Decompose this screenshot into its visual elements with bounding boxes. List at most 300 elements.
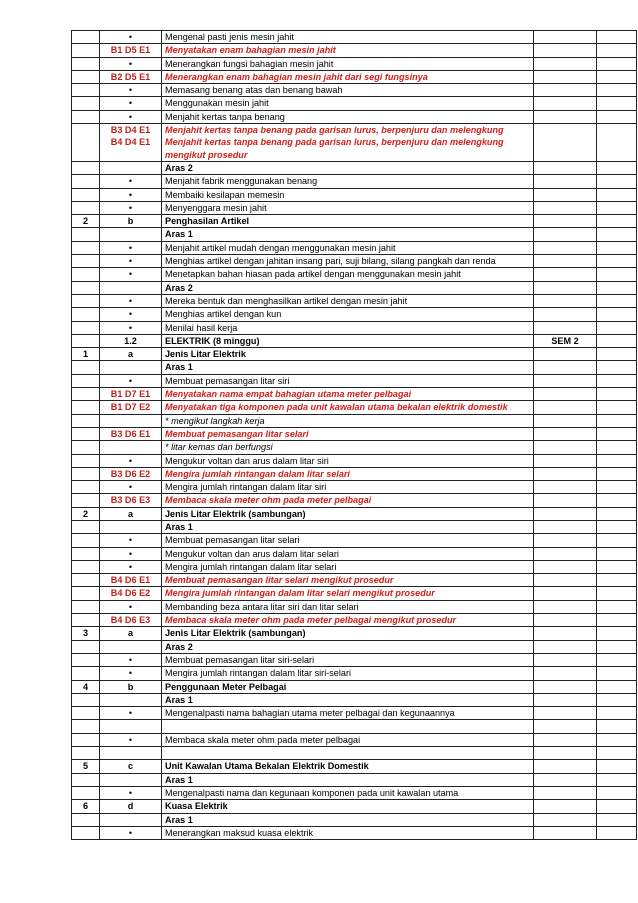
table-row	[72, 760, 637, 773]
table-row	[72, 441, 637, 454]
row-extra-cell	[597, 693, 637, 706]
row-code-cell	[100, 520, 162, 533]
row-description-cell: Memasang benang atas dan benang bawah	[162, 84, 534, 97]
row-extra-cell	[597, 653, 637, 666]
row-description-cell: Membuat pemasangan litar selari	[162, 534, 534, 547]
row-extra-cell	[597, 454, 637, 467]
row-extra-cell	[597, 57, 637, 70]
row-description-cell: Membaca skala meter ohm pada meter pelbagai mengikut prosedur	[162, 614, 534, 627]
row-semester-cell	[534, 321, 597, 334]
row-description-cell: Mengenalpasti nama dan kegunaan komponen pada unit kawalan utama	[162, 786, 534, 799]
row-description-cell: Menyatakan nama empat bahagian utama meter pelbagai	[162, 388, 534, 401]
row-description-cell: Mengenalpasti nama bahagian utama meter pelbagai dan kegunaannya	[162, 707, 534, 720]
row-semester-cell	[534, 348, 597, 361]
row-description-cell: Menilai hasil kerja	[162, 321, 534, 334]
row-semester-cell	[534, 786, 597, 799]
row-number-cell	[72, 467, 100, 480]
row-number-cell	[72, 494, 100, 507]
row-description-cell: Aras 1	[162, 693, 534, 706]
row-semester-cell	[534, 826, 597, 839]
row-description-cell: Mengira jumlah rintangan dalam litar siri	[162, 481, 534, 494]
row-code-cell: •	[100, 57, 162, 70]
row-semester-cell	[534, 534, 597, 547]
table-row	[72, 97, 637, 110]
row-extra-cell	[597, 201, 637, 214]
row-extra-cell	[597, 800, 637, 813]
row-extra-cell	[597, 414, 637, 427]
table-row	[72, 84, 637, 97]
row-number-cell	[72, 334, 100, 347]
table-row	[72, 308, 637, 321]
row-description-cell: Menyatakan enam bahagian mesin jahit	[162, 44, 534, 57]
table-row	[72, 826, 637, 839]
row-code-cell: d	[100, 800, 162, 813]
row-semester-cell	[534, 800, 597, 813]
row-semester-cell	[534, 494, 597, 507]
row-extra-cell	[597, 560, 637, 573]
row-semester-cell	[534, 441, 597, 454]
row-number-cell	[72, 720, 100, 733]
table-row	[72, 574, 637, 587]
row-semester-cell	[534, 467, 597, 480]
row-description-cell: Menjahit kertas tanpa benang pada garisan lurus, berpenjuru dan melengkung Menjahit kertas tanpa benang pada garisan lurus, berpenjuru dan melengkung mengikut prosedur	[162, 124, 534, 162]
row-extra-cell	[597, 188, 637, 201]
table-row	[72, 627, 637, 640]
row-extra-cell	[597, 733, 637, 746]
table-row	[72, 747, 637, 760]
row-number-cell	[72, 97, 100, 110]
row-extra-cell	[597, 773, 637, 786]
table-row	[72, 175, 637, 188]
row-extra-cell	[597, 680, 637, 693]
row-description-cell: Aras 2	[162, 640, 534, 653]
row-description-cell: Menjahit kertas tanpa benang	[162, 110, 534, 123]
table-row	[72, 667, 637, 680]
row-code-cell: •	[100, 454, 162, 467]
row-code-cell: •	[100, 600, 162, 613]
row-number-cell	[72, 441, 100, 454]
table-row	[72, 560, 637, 573]
row-extra-cell	[597, 361, 637, 374]
row-extra-cell	[597, 520, 637, 533]
row-semester-cell	[534, 31, 597, 44]
row-semester-cell	[534, 255, 597, 268]
row-number-cell	[72, 786, 100, 799]
row-semester-cell	[534, 97, 597, 110]
table-row	[72, 653, 637, 666]
row-code-cell: B1 D5 E1	[100, 44, 162, 57]
row-description-cell: Aras 2	[162, 281, 534, 294]
row-number-cell	[72, 693, 100, 706]
row-description-cell: Menghias artikel dengan jahitan insang pari, suji bilang, silang pangkah dan renda	[162, 255, 534, 268]
row-extra-cell	[597, 494, 637, 507]
row-semester-cell	[534, 215, 597, 228]
row-semester-cell	[534, 760, 597, 773]
row-description-cell: Mengira jumlah rintangan dalam litar selari mengikut prosedur	[162, 587, 534, 600]
row-code-cell: B3 D6 E3	[100, 494, 162, 507]
row-description-cell: Penggunaan Meter Pelbagai	[162, 680, 534, 693]
row-extra-cell	[597, 640, 637, 653]
row-semester-cell	[534, 667, 597, 680]
row-extra-cell	[597, 614, 637, 627]
row-number-cell	[72, 534, 100, 547]
row-code-cell: B3 D6 E2	[100, 467, 162, 480]
syllabus-table-body	[72, 31, 637, 840]
row-semester-cell	[534, 374, 597, 387]
row-description-cell	[162, 747, 534, 760]
row-description-cell: Jenis Litar Elektrik	[162, 348, 534, 361]
table-row	[72, 321, 637, 334]
row-extra-cell	[597, 255, 637, 268]
row-extra-cell	[597, 600, 637, 613]
table-row	[72, 31, 637, 44]
table-row	[72, 600, 637, 613]
row-number-cell: 6	[72, 800, 100, 813]
row-semester-cell	[534, 228, 597, 241]
row-semester-cell	[534, 680, 597, 693]
row-description-cell: Membaca skala meter ohm pada meter pelbagai	[162, 494, 534, 507]
table-row	[72, 414, 637, 427]
row-code-cell: B4 D6 E2	[100, 587, 162, 600]
row-extra-cell	[597, 574, 637, 587]
row-code-cell: •	[100, 547, 162, 560]
row-description-cell: Mereka bentuk dan menghasilkan artikel dengan mesin jahit	[162, 294, 534, 307]
table-row	[72, 334, 637, 347]
row-code-cell: •	[100, 84, 162, 97]
row-code-cell: •	[100, 110, 162, 123]
syllabus-table	[71, 30, 637, 840]
row-semester-cell	[534, 241, 597, 254]
table-row	[72, 241, 637, 254]
row-extra-cell	[597, 760, 637, 773]
row-number-cell	[72, 57, 100, 70]
row-extra-cell	[597, 374, 637, 387]
row-extra-cell	[597, 401, 637, 414]
row-code-cell: •	[100, 188, 162, 201]
row-code-cell	[100, 281, 162, 294]
row-code-cell: •	[100, 733, 162, 746]
row-extra-cell	[597, 707, 637, 720]
row-description-cell: Menerangkan maksud kuasa elektrik	[162, 826, 534, 839]
row-description-cell: Aras 1	[162, 361, 534, 374]
row-extra-cell	[597, 388, 637, 401]
row-semester-cell	[534, 268, 597, 281]
row-description-cell: Jenis Litar Elektrik (sambungan)	[162, 627, 534, 640]
row-semester-cell	[534, 294, 597, 307]
row-semester-cell	[534, 427, 597, 440]
row-extra-cell	[597, 786, 637, 799]
row-extra-cell	[597, 70, 637, 83]
row-semester-cell	[534, 44, 597, 57]
table-row	[72, 388, 637, 401]
row-number-cell: 5	[72, 760, 100, 773]
row-semester-cell	[534, 653, 597, 666]
row-number-cell	[72, 228, 100, 241]
table-row	[72, 587, 637, 600]
row-description-cell: Membanding beza antara litar siri dan litar selari	[162, 600, 534, 613]
row-extra-cell	[597, 321, 637, 334]
row-number-cell: 1	[72, 348, 100, 361]
row-number-cell	[72, 268, 100, 281]
row-code-cell	[100, 441, 162, 454]
row-code-cell	[100, 773, 162, 786]
row-description-cell: Aras 2	[162, 161, 534, 174]
row-code-cell	[100, 747, 162, 760]
row-semester-cell	[534, 547, 597, 560]
row-semester-cell	[534, 627, 597, 640]
row-code-cell: •	[100, 560, 162, 573]
row-code-cell: B1 D7 E2	[100, 401, 162, 414]
row-extra-cell	[597, 44, 637, 57]
row-number-cell	[72, 294, 100, 307]
row-description-cell: Mengira jumlah rintangan dalam litar selari	[162, 467, 534, 480]
row-semester-cell	[534, 201, 597, 214]
row-extra-cell	[597, 31, 637, 44]
table-row	[72, 547, 637, 560]
row-number-cell	[72, 560, 100, 573]
row-description-cell: Menjahit fabrik menggunakan benang	[162, 175, 534, 188]
row-description-cell: Menyenggara mesin jahit	[162, 201, 534, 214]
table-row	[72, 228, 637, 241]
row-extra-cell	[597, 547, 637, 560]
row-number-cell	[72, 255, 100, 268]
row-description-cell: Mengukur voltan dan arus dalam litar selari	[162, 547, 534, 560]
row-number-cell	[72, 281, 100, 294]
row-number-cell	[72, 600, 100, 613]
table-row	[72, 693, 637, 706]
row-semester-cell	[534, 507, 597, 520]
row-semester-cell	[534, 70, 597, 83]
table-row	[72, 110, 637, 123]
row-semester-cell	[534, 733, 597, 746]
table-row	[72, 294, 637, 307]
row-code-cell: b	[100, 680, 162, 693]
row-semester-cell	[534, 587, 597, 600]
row-semester-cell	[534, 747, 597, 760]
row-code-cell: •	[100, 707, 162, 720]
row-extra-cell	[597, 124, 637, 162]
row-code-cell: •	[100, 653, 162, 666]
row-semester-cell	[534, 560, 597, 573]
row-number-cell	[72, 640, 100, 653]
row-description-cell: Aras 1	[162, 813, 534, 826]
row-number-cell	[72, 481, 100, 494]
row-semester-cell	[534, 401, 597, 414]
row-description-cell: Membuat pemasangan litar siri-selari	[162, 653, 534, 666]
row-semester-cell	[534, 640, 597, 653]
row-semester-cell	[534, 481, 597, 494]
row-semester-cell	[534, 773, 597, 786]
row-extra-cell	[597, 667, 637, 680]
table-row	[72, 161, 637, 174]
table-row	[72, 733, 637, 746]
row-number-cell	[72, 547, 100, 560]
row-extra-cell	[597, 175, 637, 188]
row-code-cell: B1 D7 E1	[100, 388, 162, 401]
row-semester-cell	[534, 175, 597, 188]
row-semester-cell	[534, 281, 597, 294]
row-code-cell: •	[100, 667, 162, 680]
row-description-cell: Menjahit artikel mudah dengan menggunakan mesin jahit	[162, 241, 534, 254]
row-number-cell	[72, 401, 100, 414]
row-extra-cell	[597, 348, 637, 361]
row-extra-cell	[597, 215, 637, 228]
row-number-cell: 2	[72, 507, 100, 520]
row-extra-cell	[597, 334, 637, 347]
row-description-cell: Membuat pemasangan litar selari mengikut prosedur	[162, 574, 534, 587]
row-number-cell	[72, 614, 100, 627]
table-row	[72, 255, 637, 268]
row-extra-cell	[597, 268, 637, 281]
row-number-cell	[72, 361, 100, 374]
row-description-cell	[162, 720, 534, 733]
row-number-cell	[72, 667, 100, 680]
table-row	[72, 680, 637, 693]
table-row	[72, 44, 637, 57]
row-code-cell: a	[100, 507, 162, 520]
row-code-cell: •	[100, 175, 162, 188]
row-number-cell	[72, 707, 100, 720]
row-semester-cell	[534, 361, 597, 374]
row-number-cell	[72, 70, 100, 83]
row-extra-cell	[597, 587, 637, 600]
row-description-cell: Aras 1	[162, 520, 534, 533]
row-semester-cell	[534, 707, 597, 720]
table-row	[72, 707, 637, 720]
row-code-cell: •	[100, 97, 162, 110]
row-extra-cell	[597, 97, 637, 110]
table-row	[72, 467, 637, 480]
row-number-cell	[72, 414, 100, 427]
table-row	[72, 201, 637, 214]
table-row	[72, 70, 637, 83]
row-description-cell: Menetapkan bahan hiasan pada artikel dengan menggunakan mesin jahit	[162, 268, 534, 281]
row-extra-cell	[597, 241, 637, 254]
row-description-cell: Membaca skala meter ohm pada meter pelbagai	[162, 733, 534, 746]
table-row	[72, 800, 637, 813]
row-semester-cell	[534, 520, 597, 533]
row-extra-cell	[597, 534, 637, 547]
table-row	[72, 494, 637, 507]
row-extra-cell	[597, 110, 637, 123]
row-extra-cell	[597, 467, 637, 480]
row-number-cell	[72, 31, 100, 44]
row-code-cell	[100, 693, 162, 706]
row-description-cell: * litar kemas dan berfungsi	[162, 441, 534, 454]
row-description-cell: Menggunakan mesin jahit	[162, 97, 534, 110]
row-number-cell	[72, 84, 100, 97]
row-description-cell: Menerangkan enam bahagian mesin jahit dari segi fungsinya	[162, 70, 534, 83]
row-description-cell: Mengira jumlah rintangan dalam litar selari	[162, 560, 534, 573]
row-number-cell	[72, 321, 100, 334]
table-row	[72, 57, 637, 70]
table-row	[72, 520, 637, 533]
row-semester-cell	[534, 124, 597, 162]
row-number-cell	[72, 427, 100, 440]
table-row	[72, 124, 637, 162]
row-description-cell: Membuat pemasangan litar selari	[162, 427, 534, 440]
table-row	[72, 813, 637, 826]
row-code-cell: B3 D6 E1	[100, 427, 162, 440]
row-code-cell: •	[100, 534, 162, 547]
row-number-cell	[72, 374, 100, 387]
row-extra-cell	[597, 84, 637, 97]
row-semester-cell	[534, 188, 597, 201]
row-description-cell: Menghias artikel dengan kun	[162, 308, 534, 321]
row-extra-cell	[597, 826, 637, 839]
row-extra-cell	[597, 747, 637, 760]
row-code-cell	[100, 720, 162, 733]
row-number-cell	[72, 124, 100, 162]
row-code-cell	[100, 813, 162, 826]
table-row	[72, 640, 637, 653]
row-description-cell: Menerangkan fungsi bahagian mesin jahit	[162, 57, 534, 70]
row-description-cell: Kuasa Elektrik	[162, 800, 534, 813]
row-code-cell: •	[100, 826, 162, 839]
row-code-cell: B4 D6 E1	[100, 574, 162, 587]
row-semester-cell	[534, 454, 597, 467]
row-number-cell	[72, 813, 100, 826]
row-number-cell	[72, 161, 100, 174]
row-extra-cell	[597, 481, 637, 494]
row-code-cell: B2 D5 E1	[100, 70, 162, 83]
table-row	[72, 720, 637, 733]
row-description-cell: Menyatakan tiga komponen pada unit kawalan utama bekalan elektrik domestik	[162, 401, 534, 414]
row-code-cell: a	[100, 348, 162, 361]
row-code-cell	[100, 361, 162, 374]
row-description-cell: ELEKTRIK (8 minggu)	[162, 334, 534, 347]
row-number-cell	[72, 826, 100, 839]
table-row	[72, 773, 637, 786]
row-code-cell: •	[100, 374, 162, 387]
row-extra-cell	[597, 627, 637, 640]
table-row	[72, 361, 637, 374]
row-number-cell	[72, 520, 100, 533]
row-description-cell: Penghasilan Artikel	[162, 215, 534, 228]
row-number-cell	[72, 241, 100, 254]
row-extra-cell	[597, 308, 637, 321]
row-extra-cell	[597, 720, 637, 733]
row-number-cell	[72, 587, 100, 600]
row-description-cell: * mengikut langkah kerja	[162, 414, 534, 427]
row-code-cell: 1.2	[100, 334, 162, 347]
row-description-cell: Aras 1	[162, 228, 534, 241]
table-row	[72, 348, 637, 361]
table-row	[72, 215, 637, 228]
row-code-cell: •	[100, 786, 162, 799]
row-code-cell	[100, 161, 162, 174]
row-code-cell: b	[100, 215, 162, 228]
row-description-cell: Mengukur voltan dan arus dalam litar siri	[162, 454, 534, 467]
row-number-cell	[72, 44, 100, 57]
row-extra-cell	[597, 507, 637, 520]
row-semester-cell	[534, 308, 597, 321]
row-semester-cell	[534, 57, 597, 70]
table-row	[72, 374, 637, 387]
row-code-cell: •	[100, 321, 162, 334]
row-extra-cell	[597, 228, 637, 241]
row-extra-cell	[597, 427, 637, 440]
row-number-cell: 2	[72, 215, 100, 228]
row-number-cell	[72, 574, 100, 587]
row-code-cell: •	[100, 201, 162, 214]
row-number-cell	[72, 733, 100, 746]
row-number-cell	[72, 201, 100, 214]
row-description-cell: Jenis Litar Elektrik (sambungan)	[162, 507, 534, 520]
row-extra-cell	[597, 281, 637, 294]
row-number-cell	[72, 388, 100, 401]
row-code-cell	[100, 414, 162, 427]
